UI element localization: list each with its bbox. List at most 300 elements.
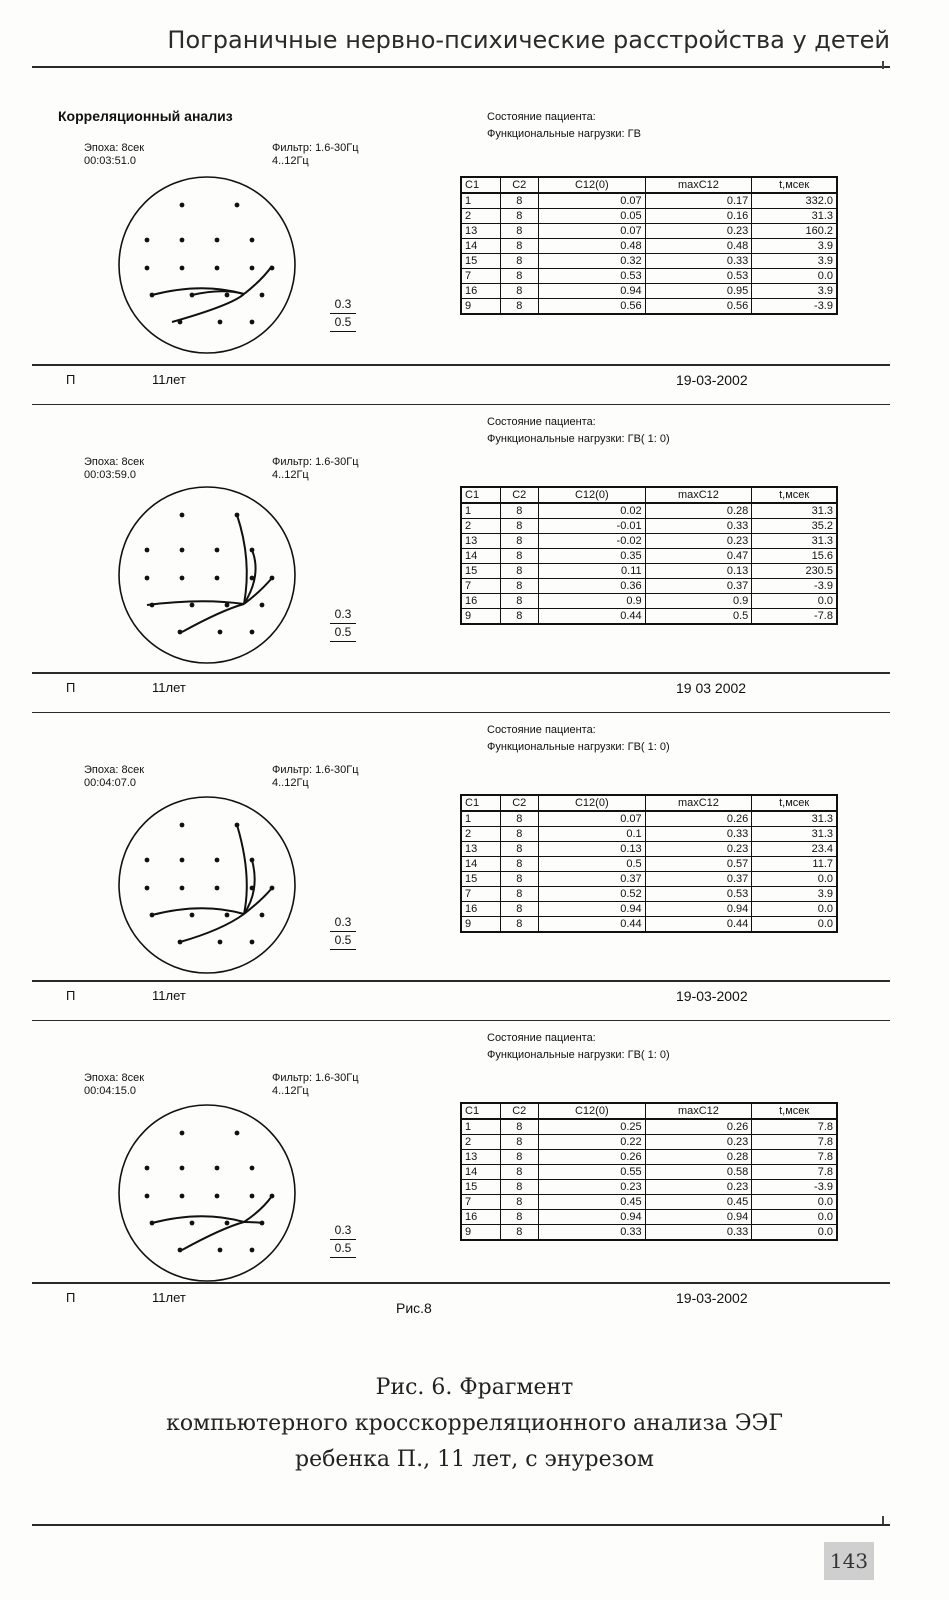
cell-c1: 15 bbox=[461, 1180, 500, 1195]
col-c1: C1 bbox=[461, 795, 500, 811]
cell-c2: 8 bbox=[500, 887, 538, 902]
correlation-table bbox=[460, 794, 838, 933]
electrode-dot bbox=[225, 913, 230, 918]
cell-t: 0.0 bbox=[752, 1210, 837, 1225]
cell-t: 31.3 bbox=[752, 503, 837, 519]
scale-legend bbox=[330, 1222, 356, 1258]
epoch-time: 00:03:59.0 bbox=[84, 469, 136, 481]
table-row bbox=[461, 534, 837, 549]
cell-c1: 2 bbox=[461, 209, 500, 224]
footer-rule-tick bbox=[882, 1516, 884, 1524]
electrode-dot bbox=[180, 203, 185, 208]
cell-t: 31.3 bbox=[752, 827, 837, 842]
cell-c1: 14 bbox=[461, 1165, 500, 1180]
table-row bbox=[461, 887, 837, 902]
cell-c2: 8 bbox=[500, 594, 538, 609]
correlation-table bbox=[460, 1102, 838, 1241]
epoch-label: Эпоха: 8сек bbox=[84, 456, 145, 468]
cell-maxc12: 0.23 bbox=[645, 534, 752, 549]
electrode-dot bbox=[145, 266, 150, 271]
cell-c2: 8 bbox=[500, 902, 538, 917]
head-map bbox=[112, 1098, 322, 1298]
electrode-dot bbox=[215, 266, 220, 271]
epoch-label: Эпоха: 8сек bbox=[84, 764, 145, 776]
cell-c2: 8 bbox=[500, 193, 538, 209]
cell-maxc12: 0.47 bbox=[645, 549, 752, 564]
col-t: t,мсек bbox=[752, 1103, 837, 1119]
electrode-dot bbox=[178, 630, 183, 635]
table-row bbox=[461, 1119, 837, 1135]
correlation-curve bbox=[244, 266, 272, 294]
record-date: 19-03-2002 bbox=[676, 1290, 748, 1306]
cell-maxc12: 0.5 bbox=[645, 609, 752, 625]
cell-c2: 8 bbox=[500, 299, 538, 315]
patient-state bbox=[487, 414, 670, 448]
cell-maxc12: 0.26 bbox=[645, 1119, 752, 1135]
cell-c1: 9 bbox=[461, 299, 500, 315]
cell-c1: 9 bbox=[461, 1225, 500, 1241]
scale-value-bottom: 0.5 bbox=[330, 314, 356, 332]
cell-t: 31.3 bbox=[752, 209, 837, 224]
electrode-dot bbox=[145, 1194, 150, 1199]
cell-maxc12: 0.33 bbox=[645, 1225, 752, 1241]
panel-rule bbox=[32, 712, 890, 713]
panel-rule bbox=[32, 980, 890, 982]
col-c12: C12(0) bbox=[538, 487, 645, 503]
epoch-time: 00:04:07.0 bbox=[84, 777, 136, 789]
correlation-curve bbox=[192, 291, 244, 295]
table-header-row bbox=[461, 487, 837, 503]
load-line: Функциональные нагрузки: ГВ( 1: 0) bbox=[487, 741, 670, 753]
table-row bbox=[461, 872, 837, 887]
electrode-dot bbox=[250, 1194, 255, 1199]
cell-c12: 0.25 bbox=[538, 1119, 645, 1135]
filter-band: 4..12Гц bbox=[272, 155, 309, 167]
scale-value-top: 0.3 bbox=[330, 296, 356, 314]
table-body bbox=[461, 811, 837, 932]
epoch-block bbox=[84, 1072, 144, 1098]
cell-c12: 0.94 bbox=[538, 284, 645, 299]
col-c2: C2 bbox=[500, 1103, 538, 1119]
patient-initial: П bbox=[66, 680, 76, 695]
record-date: 19 03 2002 bbox=[676, 680, 747, 696]
cell-maxc12: 0.94 bbox=[645, 902, 752, 917]
patient-age: 11лет bbox=[152, 1290, 186, 1305]
table-row bbox=[461, 1195, 837, 1210]
electrode-dot bbox=[215, 886, 220, 891]
cell-c1: 7 bbox=[461, 1195, 500, 1210]
correlation-table bbox=[460, 486, 838, 625]
head-outline bbox=[119, 1105, 295, 1281]
table-row bbox=[461, 564, 837, 579]
cell-c12: 0.55 bbox=[538, 1165, 645, 1180]
cell-c1: 1 bbox=[461, 1119, 500, 1135]
electrode-dot bbox=[225, 293, 230, 298]
cell-maxc12: 0.44 bbox=[645, 917, 752, 933]
cell-c12: 0.33 bbox=[538, 1225, 645, 1241]
load-line: Функциональные нагрузки: ГВ( 1: 0) bbox=[487, 1049, 670, 1061]
cell-t: 31.3 bbox=[752, 811, 837, 827]
load-line: Функциональные нагрузки: ГВ( 1: 0) bbox=[487, 433, 670, 445]
cell-c1: 16 bbox=[461, 1210, 500, 1225]
cell-c1: 14 bbox=[461, 857, 500, 872]
cell-maxc12: 0.17 bbox=[645, 193, 752, 209]
cell-t: -7.8 bbox=[752, 609, 837, 625]
electrode-dot bbox=[218, 320, 223, 325]
patient-initial: П bbox=[66, 372, 76, 387]
record-date: 19-03-2002 bbox=[676, 372, 748, 388]
table-row bbox=[461, 579, 837, 594]
table-row bbox=[461, 594, 837, 609]
cell-c2: 8 bbox=[500, 519, 538, 534]
cell-c2: 8 bbox=[500, 579, 538, 594]
cell-c2: 8 bbox=[500, 1225, 538, 1241]
cell-c2: 8 bbox=[500, 811, 538, 827]
caption-line: Рис. 6. Фрагмент bbox=[375, 1375, 574, 1400]
cell-maxc12: 0.48 bbox=[645, 239, 752, 254]
cell-c12: 0.52 bbox=[538, 887, 645, 902]
cell-maxc12: 0.56 bbox=[645, 299, 752, 315]
cell-t: 0.0 bbox=[752, 594, 837, 609]
correlation-curve bbox=[152, 1216, 244, 1223]
cell-c12: 0.22 bbox=[538, 1135, 645, 1150]
scale-legend bbox=[330, 296, 356, 332]
electrode-dot bbox=[250, 1166, 255, 1171]
head-map bbox=[112, 790, 322, 990]
cell-t: 15.6 bbox=[752, 549, 837, 564]
table-row bbox=[461, 224, 837, 239]
electrode-dot bbox=[180, 1131, 185, 1136]
scale-legend bbox=[330, 914, 356, 950]
cell-c1: 2 bbox=[461, 519, 500, 534]
table-body bbox=[461, 503, 837, 624]
electrode-dot bbox=[190, 913, 195, 918]
table-row bbox=[461, 842, 837, 857]
table-row bbox=[461, 609, 837, 625]
load-line: Функциональные нагрузки: ГВ bbox=[487, 128, 641, 140]
cell-maxc12: 0.95 bbox=[645, 284, 752, 299]
patient-age: 11лет bbox=[152, 988, 186, 1003]
cell-c2: 8 bbox=[500, 872, 538, 887]
epoch-block bbox=[84, 456, 144, 482]
cell-c1: 7 bbox=[461, 269, 500, 284]
table-row bbox=[461, 811, 837, 827]
col-c1: C1 bbox=[461, 487, 500, 503]
cell-maxc12: 0.23 bbox=[645, 1180, 752, 1195]
cell-maxc12: 0.33 bbox=[645, 827, 752, 842]
cell-maxc12: 0.9 bbox=[645, 594, 752, 609]
electrode-dot bbox=[218, 630, 223, 635]
filter-band: 4..12Гц bbox=[272, 777, 309, 789]
cell-c1: 13 bbox=[461, 224, 500, 239]
cell-c2: 8 bbox=[500, 549, 538, 564]
cell-c12: 0.11 bbox=[538, 564, 645, 579]
cell-t: 3.9 bbox=[752, 284, 837, 299]
cell-maxc12: 0.13 bbox=[645, 564, 752, 579]
cell-c1: 1 bbox=[461, 503, 500, 519]
epoch-label: Эпоха: 8сек bbox=[84, 142, 145, 154]
cell-maxc12: 0.45 bbox=[645, 1195, 752, 1210]
col-maxc12: maxC12 bbox=[645, 795, 752, 811]
cell-t: 7.8 bbox=[752, 1150, 837, 1165]
cell-c1: 7 bbox=[461, 887, 500, 902]
cell-maxc12: 0.23 bbox=[645, 1135, 752, 1150]
electrode-dot bbox=[250, 266, 255, 271]
cell-maxc12: 0.53 bbox=[645, 269, 752, 284]
cell-c2: 8 bbox=[500, 1165, 538, 1180]
cell-t: 35.2 bbox=[752, 519, 837, 534]
electrode-dot bbox=[235, 1131, 240, 1136]
correlation-curve bbox=[244, 578, 272, 604]
table-row bbox=[461, 299, 837, 315]
cell-c12: 0.94 bbox=[538, 902, 645, 917]
cell-c1: 14 bbox=[461, 239, 500, 254]
table-row bbox=[461, 827, 837, 842]
header-rule-tick bbox=[882, 61, 884, 69]
cell-c1: 2 bbox=[461, 827, 500, 842]
electrode-dot bbox=[145, 886, 150, 891]
col-t: t,мсек bbox=[752, 487, 837, 503]
electrode-dot bbox=[218, 1248, 223, 1253]
electrode-dot bbox=[250, 940, 255, 945]
cell-c1: 1 bbox=[461, 193, 500, 209]
table-header-row bbox=[461, 177, 837, 193]
col-c12: C12(0) bbox=[538, 1103, 645, 1119]
table-row bbox=[461, 254, 837, 269]
correlation-curve bbox=[182, 604, 244, 632]
scale-value-bottom: 0.5 bbox=[330, 932, 356, 950]
patient-initial: П bbox=[66, 1290, 76, 1305]
electrode-dot bbox=[215, 858, 220, 863]
electrode-dot bbox=[215, 1166, 220, 1171]
cell-c1: 16 bbox=[461, 594, 500, 609]
cell-t: 11.7 bbox=[752, 857, 837, 872]
cell-c12: 0.07 bbox=[538, 193, 645, 209]
header-rule bbox=[32, 66, 890, 68]
electrode-dot bbox=[180, 266, 185, 271]
table-row bbox=[461, 269, 837, 284]
cell-c12: 0.36 bbox=[538, 579, 645, 594]
filter-label: Фильтр: 1.6-30Гц bbox=[272, 764, 359, 776]
table-header-row bbox=[461, 1103, 837, 1119]
head-map bbox=[112, 480, 322, 680]
correlation-curve bbox=[182, 1222, 244, 1250]
panel-rule bbox=[32, 1020, 890, 1021]
cell-c2: 8 bbox=[500, 239, 538, 254]
correlation-curve bbox=[237, 515, 247, 604]
cell-t: 31.3 bbox=[752, 534, 837, 549]
cell-c1: 15 bbox=[461, 872, 500, 887]
table-header-row bbox=[461, 795, 837, 811]
col-t: t,мсек bbox=[752, 795, 837, 811]
cell-maxc12: 0.53 bbox=[645, 887, 752, 902]
patient-age: 11лет bbox=[152, 372, 186, 387]
scale-legend bbox=[330, 606, 356, 642]
cell-t: 3.9 bbox=[752, 254, 837, 269]
correlation-curve bbox=[152, 908, 244, 915]
cell-t: 3.9 bbox=[752, 887, 837, 902]
electrode-dot bbox=[145, 858, 150, 863]
cell-c12: -0.02 bbox=[538, 534, 645, 549]
col-c2: C2 bbox=[500, 177, 538, 193]
cell-c2: 8 bbox=[500, 1210, 538, 1225]
cell-maxc12: 0.28 bbox=[645, 503, 752, 519]
cell-maxc12: 0.58 bbox=[645, 1165, 752, 1180]
cell-c2: 8 bbox=[500, 842, 538, 857]
cell-c2: 8 bbox=[500, 609, 538, 625]
cell-t: 0.0 bbox=[752, 917, 837, 933]
cell-c1: 13 bbox=[461, 842, 500, 857]
col-c12: C12(0) bbox=[538, 177, 645, 193]
cell-t: 0.0 bbox=[752, 1195, 837, 1210]
electrode-dot bbox=[235, 203, 240, 208]
cell-c12: 0.44 bbox=[538, 609, 645, 625]
electrode-dot bbox=[180, 513, 185, 518]
filter-block bbox=[272, 142, 359, 168]
cell-t: 0.0 bbox=[752, 902, 837, 917]
cell-maxc12: 0.28 bbox=[645, 1150, 752, 1165]
electrode-dot bbox=[178, 1248, 183, 1253]
col-c1: C1 bbox=[461, 1103, 500, 1119]
table-row bbox=[461, 503, 837, 519]
patient-state bbox=[487, 109, 641, 143]
cell-c12: 0.32 bbox=[538, 254, 645, 269]
col-maxc12: maxC12 bbox=[645, 1103, 752, 1119]
cell-c1: 16 bbox=[461, 902, 500, 917]
cell-c1: 9 bbox=[461, 917, 500, 933]
cell-t: -3.9 bbox=[752, 1180, 837, 1195]
table-row bbox=[461, 1150, 837, 1165]
cell-t: 0.0 bbox=[752, 872, 837, 887]
cell-c12: 0.45 bbox=[538, 1195, 645, 1210]
table-row bbox=[461, 239, 837, 254]
head-outline bbox=[119, 487, 295, 663]
cell-c1: 16 bbox=[461, 284, 500, 299]
epoch-time: 00:04:15.0 bbox=[84, 1085, 136, 1097]
cell-maxc12: 0.37 bbox=[645, 872, 752, 887]
epoch-label: Эпоха: 8сек bbox=[84, 1072, 145, 1084]
filter-block bbox=[272, 1072, 359, 1098]
table-row bbox=[461, 902, 837, 917]
cell-c12: 0.44 bbox=[538, 917, 645, 933]
cell-c2: 8 bbox=[500, 254, 538, 269]
electrode-dot bbox=[190, 603, 195, 608]
filter-label: Фильтр: 1.6-30Гц bbox=[272, 142, 359, 154]
table-body bbox=[461, 1119, 837, 1240]
table-row bbox=[461, 1135, 837, 1150]
cell-c12: -0.01 bbox=[538, 519, 645, 534]
table-row bbox=[461, 209, 837, 224]
head-outline bbox=[119, 797, 295, 973]
cell-c2: 8 bbox=[500, 224, 538, 239]
table-row bbox=[461, 1180, 837, 1195]
cell-c1: 13 bbox=[461, 1150, 500, 1165]
table-body bbox=[461, 193, 837, 314]
col-c12: C12(0) bbox=[538, 795, 645, 811]
cell-t: 7.8 bbox=[752, 1165, 837, 1180]
cell-c12: 0.35 bbox=[538, 549, 645, 564]
cell-c1: 9 bbox=[461, 609, 500, 625]
cell-c2: 8 bbox=[500, 1195, 538, 1210]
cell-c1: 13 bbox=[461, 534, 500, 549]
cell-c1: 15 bbox=[461, 564, 500, 579]
cell-t: 0.0 bbox=[752, 269, 837, 284]
cell-c2: 8 bbox=[500, 1150, 538, 1165]
cell-maxc12: 0.33 bbox=[645, 519, 752, 534]
cell-maxc12: 0.94 bbox=[645, 1210, 752, 1225]
filter-label: Фильтр: 1.6-30Гц bbox=[272, 456, 359, 468]
cell-c12: 0.53 bbox=[538, 269, 645, 284]
correlation-curve bbox=[172, 294, 244, 322]
cell-maxc12: 0.37 bbox=[645, 579, 752, 594]
footer-rule bbox=[32, 1524, 890, 1526]
cell-c12: 0.02 bbox=[538, 503, 645, 519]
scale-value-bottom: 0.5 bbox=[330, 1240, 356, 1258]
cell-c2: 8 bbox=[500, 209, 538, 224]
cell-c12: 0.1 bbox=[538, 827, 645, 842]
caption-line: ребенка П., 11 лет, с энурезом bbox=[295, 1447, 654, 1472]
cell-c2: 8 bbox=[500, 284, 538, 299]
running-head: Пограничные нервно-психические расстройства у детей bbox=[167, 26, 890, 54]
correlation-table bbox=[460, 176, 838, 315]
cell-c12: 0.48 bbox=[538, 239, 645, 254]
cell-c12: 0.05 bbox=[538, 209, 645, 224]
table-row bbox=[461, 193, 837, 209]
electrode-dot bbox=[145, 238, 150, 243]
epoch-time: 00:03:51.0 bbox=[84, 155, 136, 167]
correlation-curve bbox=[244, 1222, 262, 1223]
scale-value-top: 0.3 bbox=[330, 606, 356, 624]
cell-c12: 0.07 bbox=[538, 224, 645, 239]
cell-c12: 0.26 bbox=[538, 1150, 645, 1165]
electrode-dot bbox=[180, 548, 185, 553]
cell-maxc12: 0.33 bbox=[645, 254, 752, 269]
electrode-dot bbox=[180, 238, 185, 243]
correlation-curve bbox=[237, 825, 247, 914]
cell-c2: 8 bbox=[500, 269, 538, 284]
cell-c12: 0.5 bbox=[538, 857, 645, 872]
cell-c2: 8 bbox=[500, 917, 538, 933]
table-row bbox=[461, 519, 837, 534]
table-row bbox=[461, 1165, 837, 1180]
filter-band: 4..12Гц bbox=[272, 469, 309, 481]
cell-maxc12: 0.16 bbox=[645, 209, 752, 224]
epoch-block bbox=[84, 764, 144, 790]
head-outline bbox=[119, 177, 295, 353]
cell-c1: 2 bbox=[461, 1135, 500, 1150]
cell-c1: 7 bbox=[461, 579, 500, 594]
state-line: Состояние пациента: bbox=[487, 724, 596, 736]
col-t: t,мсек bbox=[752, 177, 837, 193]
electrode-dot bbox=[180, 886, 185, 891]
electrode-dot bbox=[218, 940, 223, 945]
cell-t: 3.9 bbox=[752, 239, 837, 254]
caption-line: компьютерного кросскорреляционного анализа ЭЭГ bbox=[166, 1411, 783, 1436]
figure-caption bbox=[0, 1370, 949, 1478]
filter-label: Фильтр: 1.6-30Гц bbox=[272, 1072, 359, 1084]
electrode-dot bbox=[145, 576, 150, 581]
panel-rule bbox=[32, 1282, 890, 1284]
table-row bbox=[461, 549, 837, 564]
state-line: Состояние пациента: bbox=[487, 111, 596, 123]
cell-c2: 8 bbox=[500, 1180, 538, 1195]
col-c2: C2 bbox=[500, 795, 538, 811]
electrode-dot bbox=[180, 858, 185, 863]
cell-t: 332.0 bbox=[752, 193, 837, 209]
cell-t: 230.5 bbox=[752, 564, 837, 579]
table-row bbox=[461, 1225, 837, 1241]
electrode-dot bbox=[250, 1248, 255, 1253]
